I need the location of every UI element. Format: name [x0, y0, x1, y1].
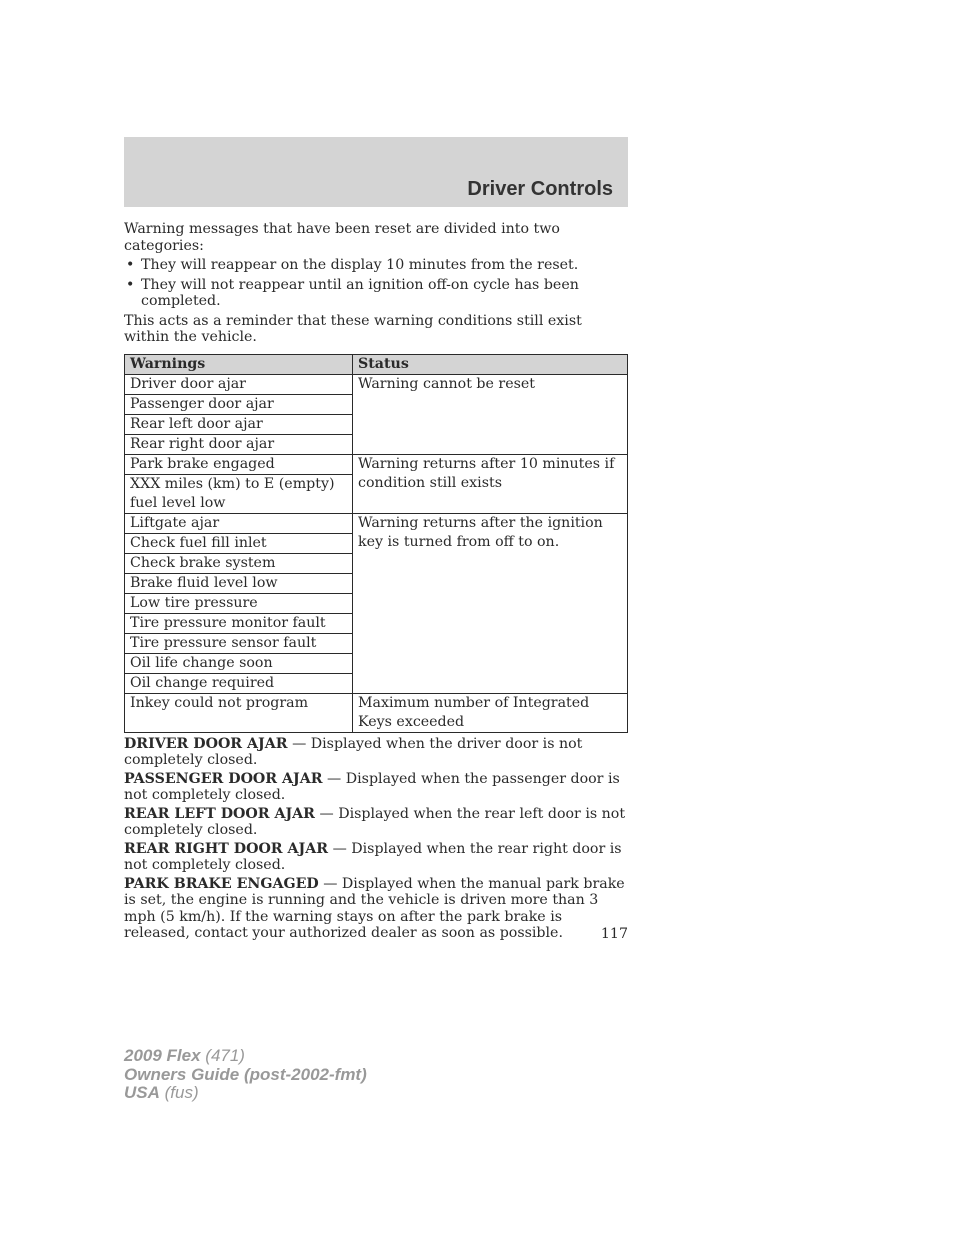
- description-text: — Displayed when the driver door is not completely closed.: [124, 735, 583, 768]
- warning-cell: Rear right door ajar: [125, 434, 353, 454]
- warning-cell: Rear left door ajar: [125, 414, 353, 434]
- warning-cell: Brake fluid level low: [125, 573, 353, 593]
- table-header-row: [125, 354, 628, 374]
- section-title: Driver Controls: [467, 178, 613, 200]
- footer-line-model: 2009 Flex (471): [124, 1046, 245, 1065]
- description-term: REAR RIGHT DOOR AJAR: [124, 840, 329, 857]
- intro-paragraph: Warning messages that have been reset are divided into two categories:: [124, 221, 560, 254]
- table-row: [125, 374, 628, 394]
- table-row: [125, 693, 628, 732]
- document-footer: [124, 1047, 367, 1103]
- bullet-item: • They will not reappear until an ignition off-on cycle has been completed.: [126, 276, 579, 309]
- bullet-icon: •: [126, 276, 135, 293]
- description-text: — Displayed when the passenger door is not completely closed.: [124, 770, 620, 803]
- footer-line-guide: Owners Guide (post-2002-fmt): [124, 1064, 367, 1084]
- description-text: — Displayed when the manual park brake is set, the engine is running and the vehicle is driven more than 3 mph (5 km/h). If the warning stays on after the park brake is released, contact your authorized dealer as soon as possible.: [124, 875, 625, 941]
- bullet-item: • They will reappear on the display 10 minutes from the reset.: [126, 257, 579, 273]
- header-status: Status: [353, 354, 628, 374]
- page-number: 117: [600, 926, 628, 942]
- description-term: DRIVER DOOR AJAR: [124, 735, 288, 752]
- section-header: [124, 137, 628, 207]
- description-paragraph: [124, 806, 628, 839]
- description-text: — Displayed when the rear left door is not completely closed.: [124, 805, 626, 838]
- warning-cell: Check fuel fill inlet: [125, 533, 353, 553]
- warning-cell: Tire pressure monitor fault: [125, 613, 353, 633]
- description-term: PASSENGER DOOR AJAR: [124, 770, 323, 787]
- warning-cell: Tire pressure sensor fault: [125, 633, 353, 653]
- footer-line-region: USA (fus): [124, 1083, 199, 1102]
- status-cell: Warning returns after 10 minutes if condition still exists: [353, 454, 628, 513]
- warning-cell: Check brake system: [125, 553, 353, 573]
- warning-cell: Driver door ajar: [125, 374, 353, 394]
- description-term: PARK BRAKE ENGAGED: [124, 875, 319, 892]
- table-row: [125, 454, 628, 474]
- warning-cell: Oil life change soon: [125, 653, 353, 673]
- warning-cell: XXX miles (km) to E (empty) fuel level low: [125, 474, 353, 513]
- status-cell: Warning returns after the ignition key is turned from off to on.: [353, 513, 628, 693]
- table-row: [125, 513, 628, 533]
- warning-cell: Low tire pressure: [125, 593, 353, 613]
- description-paragraph: [124, 841, 628, 874]
- warning-cell: Oil change required: [125, 673, 353, 693]
- description-paragraph: [124, 771, 628, 804]
- description-text: — Displayed when the rear right door is not completely closed.: [124, 840, 622, 873]
- warnings-table: [124, 354, 628, 733]
- description-paragraph: [124, 736, 628, 769]
- warning-descriptions: [124, 736, 628, 942]
- bullet-icon: •: [126, 257, 135, 273]
- warning-cell: Park brake engaged: [125, 454, 353, 474]
- status-cell: Warning cannot be reset: [353, 374, 628, 454]
- bullet-list: [124, 257, 628, 310]
- reminder-paragraph: This acts as a reminder that these warning conditions still exist within the vehicle.: [124, 312, 582, 345]
- status-cell: Maximum number of Integrated Keys exceeded: [353, 693, 628, 732]
- page-content: [124, 221, 628, 944]
- warning-cell: Passenger door ajar: [125, 394, 353, 414]
- description-term: REAR LEFT DOOR AJAR: [124, 805, 315, 822]
- header-warnings: Warnings: [125, 354, 353, 374]
- warning-cell: Liftgate ajar: [125, 513, 353, 533]
- warning-cell: Inkey could not program: [125, 693, 353, 732]
